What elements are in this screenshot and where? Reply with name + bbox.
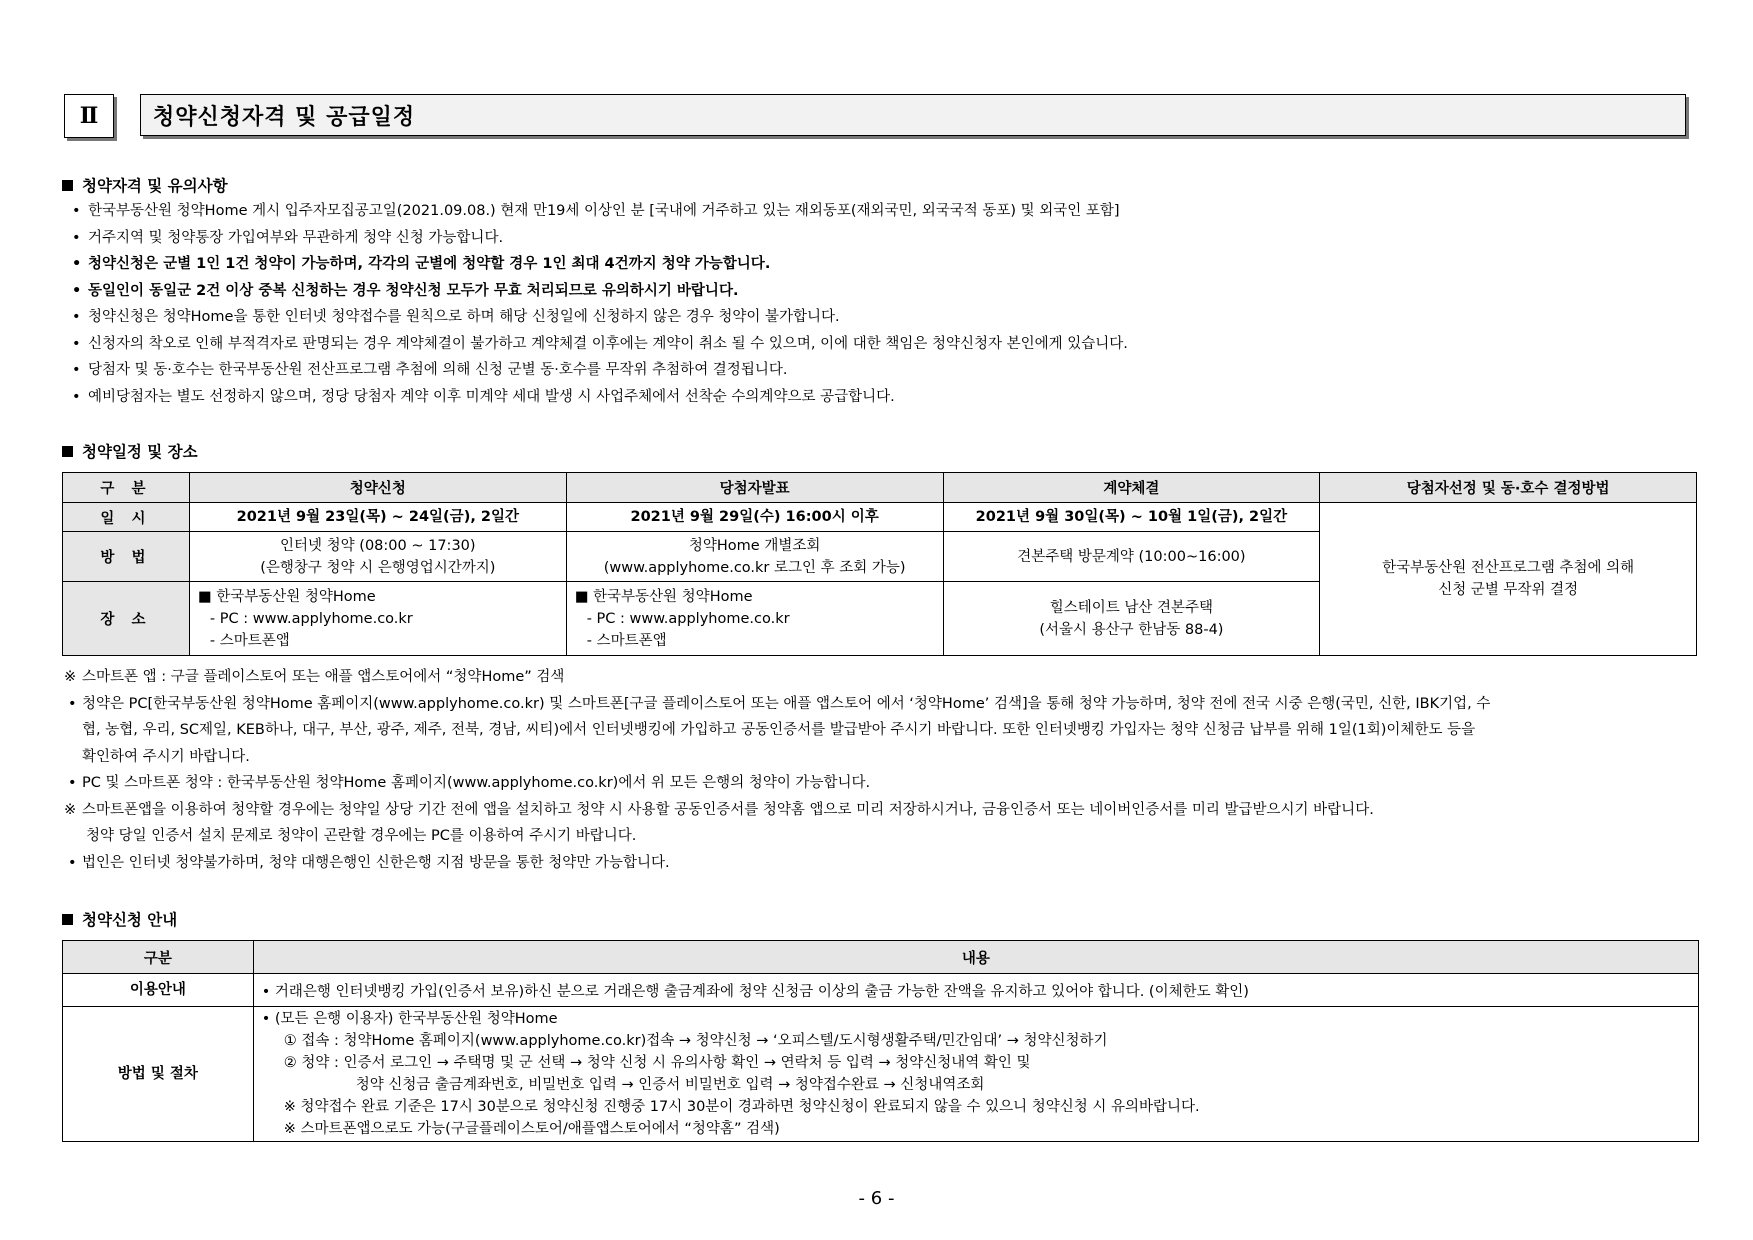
qualification-item: • 예비당첨자는 별도 선정하지 않으며, 정당 당첨자 계약 이후 미계약 세대 발생 시 사업주체에서 선착순 수의계약으로 공급합니다. [72, 384, 1712, 411]
announce-place-line: - 스마트폰앱 [586, 632, 667, 649]
guide-usage-row [63, 974, 1699, 1007]
contract-date: 2021년 9월 30일(목) ~ 10월 1일(금), 2일간 [943, 503, 1320, 532]
selection-method [1320, 503, 1697, 656]
bullet-icon: • [68, 695, 77, 712]
apply-method [189, 532, 566, 582]
qualification-item: • 신청자의 착오로 인해 부적격자로 판명되는 경우 계약체결이 불가하고 계약체결 이후에는 계약이 취소 될 수 있으며, 이에 대한 책임은 청약신청자 본인에게 있습니다. [72, 331, 1712, 358]
section-number: Ⅱ [64, 94, 114, 138]
qualification-list [72, 198, 1712, 410]
schedule-heading-text: 청약일정 및 장소 [82, 443, 198, 461]
schedule-header-row [63, 473, 1697, 503]
note-pc-smartphone [64, 770, 1704, 797]
note-bank-signup-cont: 확인하여 주시기 바랍니다. [82, 748, 250, 765]
selection-method-line: 신청 군별 무작위 결정 [1438, 582, 1579, 598]
qualification-heading-text: 청약자격 및 유의사항 [82, 177, 228, 195]
procedure-line: ② 청약 : 인증서 로그인 → 주택명 및 군 선택 → 청약 신청 시 유의사항 확인 → 연락처 등 입력 → 청약신청내역 확인 및 [283, 1055, 1031, 1071]
announce-method [566, 532, 943, 582]
announce-method-line: 청약Home 개별조회 [688, 537, 821, 554]
apply-place-line: - PC : www.applyhome.co.kr [209, 610, 413, 627]
contract-place [943, 582, 1320, 656]
contract-place-line: (서울시 용산구 한남동 88-4) [1039, 621, 1224, 638]
schedule-header-announce: 당첨자발표 [566, 473, 943, 503]
usage-label: 이용안내 [63, 974, 254, 1007]
bullet-icon: • [68, 854, 77, 871]
announce-place-line: ■ 한국부동산원 청약Home [574, 588, 753, 605]
note-text: 스마트폰 앱 : 구글 플레이스토어 또는 애플 앱스토어에서 “청약Home” 검색 [82, 669, 565, 685]
apply-place-line: - 스마트폰앱 [209, 632, 290, 649]
announce-place-line: - PC : www.applyhome.co.kr [586, 610, 790, 627]
section-header [64, 94, 1689, 138]
procedure-line: 청약 신청금 출금계좌번호, 비밀번호 입력 → 인증서 비밀번호 입력 → 청약접수완료 → 신청내역조회 [355, 1077, 985, 1093]
guide-header-row [63, 941, 1699, 974]
schedule-header-contract: 계약체결 [943, 473, 1320, 503]
announce-method-line: (www.applyhome.co.kr 로그인 후 조회 가능) [603, 559, 906, 576]
method-row-label: 방 법 [63, 532, 190, 582]
apply-place-line: ■ 한국부동산원 청약Home [197, 588, 376, 605]
procedure-line: ① 접속 : 청약Home 홈페이지(www.applyhome.co.kr)접속 → 청약신청 → ‘오피스텔/도시형생활주택/민간임대’ → 청약신청하기 [283, 1033, 1108, 1049]
procedure-content [253, 1007, 1698, 1142]
note-bank-signup [64, 691, 1704, 718]
guide-heading [62, 908, 177, 930]
schedule-date-row [63, 503, 1697, 532]
announce-date: 2021년 9월 29일(수) 16:00시 이후 [566, 503, 943, 532]
guide-header-content: 내용 [253, 941, 1698, 974]
date-row-label: 일 시 [63, 503, 190, 532]
bullet-icon: • [68, 775, 77, 791]
note-corporation [64, 850, 1704, 877]
apply-method-line: 인터넷 청약 (08:00 ~ 17:30) [280, 537, 476, 554]
apply-date: 2021년 9월 23일(목) ~ 24일(금), 2일간 [189, 503, 566, 532]
note-text: PC 및 스마트폰 청약 : 한국부동산원 청약Home 홈페이지(www.applyhome.co.kr)에서 위 모든 은행의 청약이 가능합니다. [82, 775, 871, 791]
qualification-item: • 거주지역 및 청약통장 가입여부와 무관하게 청약 신청 가능합니다. [72, 225, 1712, 252]
schedule-header-category: 구 분 [63, 473, 190, 503]
qualification-item: • 당첨자 및 동·호수는 한국부동산원 전산프로그램 추첨에 의해 신청 군별 동·호수를 무작위 추첨하여 결정됩니다. [72, 357, 1712, 384]
note-smartphone-cert [64, 797, 1704, 824]
schedule-notes [64, 664, 1704, 876]
announce-place [566, 582, 943, 656]
square-bullet-icon [62, 180, 73, 191]
guide-table [62, 940, 1699, 1142]
selection-method-line: 한국부동산원 전산프로그램 추첨에 의해 [1382, 560, 1635, 576]
square-bullet-icon [62, 446, 73, 457]
qualification-item: • 동일인이 동일군 2건 이상 중복 신청하는 경우 청약신청 모두가 무효 처리되므로 유의하시기 바랍니다. [72, 278, 1712, 305]
procedure-line: ※ 스마트폰앱으로도 가능(구글플레이스토어/애플앱스토어에서 “청약홈” 검색) [283, 1121, 780, 1137]
apply-method-line: (은행창구 청약 시 은행영업시간까지) [260, 559, 496, 576]
place-row-label: 장 소 [63, 582, 190, 656]
procedure-line: ※ 청약접수 완료 기준은 17시 30분으로 청약신청 진행중 17시 30분이 경과하면 청약신청이 완료되지 않을 수 있으니 청약신청 시 유의바랍니다. [283, 1099, 1200, 1115]
note-bank-signup-cont: 협, 농협, 우리, SC제일, KEB하나, 대구, 부산, 광주, 제주, 전북, 경남, 씨티)에서 인터넷뱅킹에 가입하고 공동인증서를 발급받아 주시기 바랍니다. 또한 인터넷뱅킹 가입자는 청약 신청금 납부를 위해 1일(1회)이체한도 등을 [82, 722, 1476, 738]
section-title: 청약신청자격 및 공급일정 [140, 94, 1686, 136]
qualification-item: • 청약신청은 군별 1인 1건 청약이 가능하며, 각각의 군별에 청약할 경우 1인 최대 4건까지 청약 가능합니다. [72, 251, 1712, 278]
qualification-item: • 청약신청은 청약Home을 통한 인터넷 청약접수를 원칙으로 하며 해당 신청일에 신청하지 않은 경우 청약이 불가합니다. [72, 304, 1712, 331]
usage-text: • 거래은행 인터넷뱅킹 가입(인증서 보유)하신 분으로 거래은행 출금계좌에 청약 신청금 이상의 출금 가능한 잔액을 유지하고 있어야 합니다. (이체한도 확인) [253, 974, 1698, 1007]
note-text: 청약은 PC[한국부동산원 청약Home 홈페이지(www.applyhome.co.kr) 및 스마트폰[구글 플레이스토어 또는 애플 앱스토어 에서 ‘청약Home’ 검색]을 통해 청약 가능하며, 청약 전에 전국 시중 은행(국민, 신한, IBK기업, 수 [82, 695, 1491, 712]
schedule-table [62, 472, 1697, 656]
contract-place-line: 힐스테이트 남산 견본주택 [1049, 599, 1214, 616]
reference-mark-icon: ※ [64, 801, 77, 818]
procedure-label: 방법 및 절차 [63, 1007, 254, 1142]
contract-method: 견본주택 방문계약 (10:00~16:00) [943, 532, 1320, 582]
procedure-line: • (모든 은행 이용자) 한국부동산원 청약Home [261, 1011, 558, 1027]
reference-mark-icon: ※ [64, 669, 77, 685]
note-text: 스마트폰앱을 이용하여 청약할 경우에는 청약일 상당 기간 전에 앱을 설치하고 청약 시 사용할 공동인증서를 청약홈 앱으로 미리 저장하시거나, 금융인증서 또는 네이버인증서를 미리 발급받으시기 바랍니다. [82, 801, 1374, 818]
guide-heading-text: 청약신청 안내 [82, 911, 178, 929]
page-number: - 6 - [858, 1188, 895, 1209]
note-text: 법인은 인터넷 청약불가하며, 청약 대행은행인 신한은행 지점 방문을 통한 청약만 가능합니다. [82, 854, 670, 871]
schedule-heading [62, 440, 198, 462]
qualification-item: • 한국부동산원 청약Home 게시 입주자모집공고일(2021.09.08.) 현재 만19세 이상인 분 [국내에 거주하고 있는 재외동포(재외국민, 외국국적 동포) 및 외국인 포함] [72, 198, 1712, 225]
guide-procedure-row [63, 1007, 1699, 1142]
apply-place [189, 582, 566, 656]
schedule-header-selection: 당첨자선정 및 동·호수 결정방법 [1320, 473, 1697, 503]
note-smartphone-app [64, 664, 1704, 691]
note-smartphone-cert-cont: 청약 당일 인증서 설치 문제로 청약이 곤란할 경우에는 PC를 이용하여 주시기 바랍니다. [86, 828, 637, 844]
qualification-heading [62, 174, 228, 196]
square-bullet-icon [62, 914, 73, 925]
schedule-header-apply: 청약신청 [189, 473, 566, 503]
guide-header-category: 구분 [63, 941, 254, 974]
